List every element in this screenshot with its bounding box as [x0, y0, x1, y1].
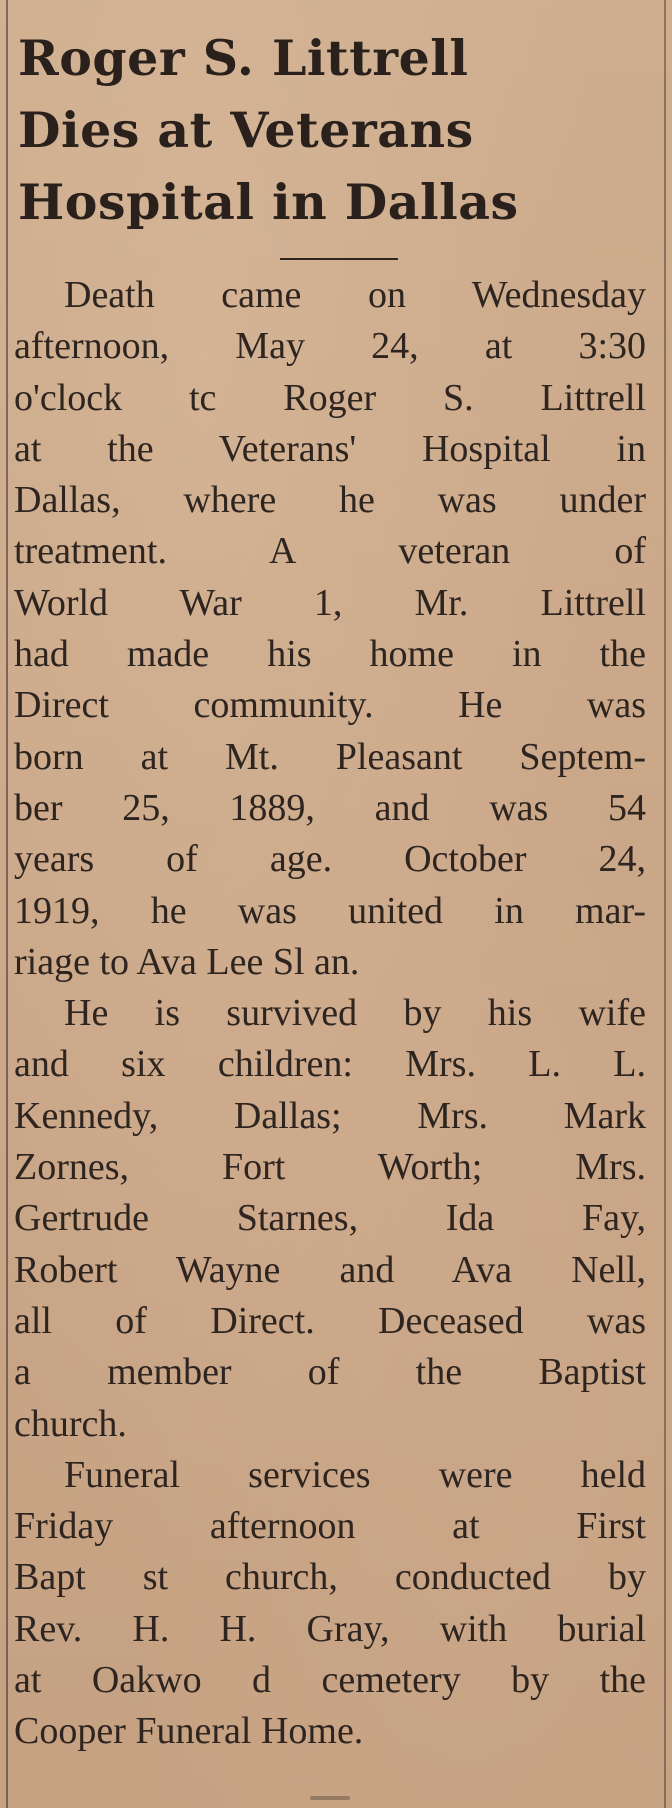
body-line: World War 1, Mr. Littrell	[14, 581, 646, 624]
body-line: at Oakwo d cemetery by the	[14, 1659, 646, 1702]
page-fold-mark	[310, 1796, 350, 1800]
headline-divider	[280, 258, 398, 260]
body-line: Robert Wayne and Ava Nell,	[14, 1248, 646, 1291]
body-line: Zornes, Fort Worth; Mrs.	[14, 1146, 646, 1189]
headline-line: Roger S. Littrell	[18, 29, 469, 87]
body-line: Dallas, where he was under	[14, 479, 646, 522]
headline-line: Hospital in Dallas	[18, 173, 519, 231]
article-body	[14, 270, 646, 1758]
column-rule-left	[6, 0, 8, 1808]
body-line: at the Veterans' Hospital in	[14, 427, 646, 470]
body-line: and six children: Mrs. L. L.	[14, 1043, 646, 1086]
body-line: Direct community. He was	[14, 684, 646, 727]
body-line: Funeral services were held	[64, 1453, 646, 1496]
body-line: ber 25, 1889, and was 54	[14, 786, 646, 829]
body-line: church.	[14, 1402, 127, 1445]
body-line: He is survived by his wife	[64, 992, 646, 1035]
body-line: a member of the Baptist	[14, 1351, 646, 1394]
headline-line: Dies at Veterans	[18, 101, 474, 159]
body-line: afternoon, May 24, at 3:30	[14, 325, 646, 368]
body-line: all of Direct. Deceased was	[14, 1299, 646, 1342]
body-line: Rev. H. H. Gray, with burial	[14, 1607, 646, 1650]
body-line: Death came on Wednesday	[64, 274, 646, 316]
body-line: Bapt st church, conducted by	[14, 1556, 646, 1599]
body-line: Cooper Funeral Home.	[14, 1710, 364, 1753]
headline	[18, 22, 658, 238]
body-line: had made his home in the	[14, 633, 646, 676]
body-line: Kennedy, Dallas; Mrs. Mark	[14, 1094, 646, 1137]
body-line: 1919, he was united in mar-	[14, 889, 646, 932]
body-line: Friday afternoon at First	[14, 1505, 646, 1548]
body-line: Gertrude Starnes, Ida Fay,	[14, 1197, 646, 1240]
body-line: treatment. A veteran of	[14, 530, 646, 573]
body-line: born at Mt. Pleasant Septem-	[14, 735, 646, 778]
body-line: years of age. October 24,	[14, 838, 646, 881]
body-line: o'clock tc Roger S. Littrell	[14, 376, 646, 419]
column-rule-right	[664, 0, 666, 1808]
body-line: riage to Ava Lee Sl an.	[14, 940, 360, 983]
